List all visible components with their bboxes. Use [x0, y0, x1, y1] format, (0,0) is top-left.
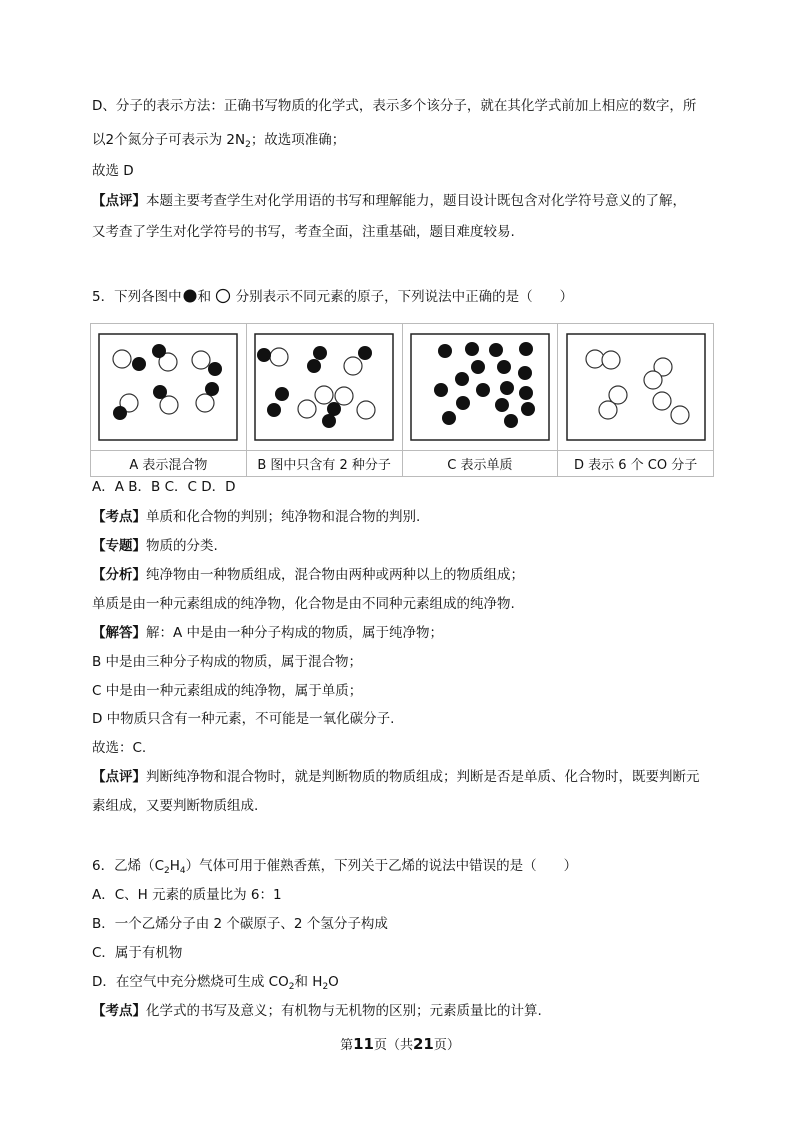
question-6-stem: 6．乙烯$(C_2H_4)$气体可用于催熟香蕉，下列关于乙烯的说法中错误的是（ ） [92, 858, 578, 876]
question-5-options: A．A B．B C．C D．D [92, 479, 236, 495]
page-footer: 第11页（共21页） [340, 1035, 460, 1053]
page-number: 11 [353, 1035, 374, 1053]
fenxi-line2: 单质是由一种元素组成的纯净物，化合物是由不同种元素组成的纯净物. [92, 596, 515, 612]
question-6-option-b: B．一个乙烯分子由 2 个碳原子、2 个氢分子构成 [92, 916, 388, 932]
choose-d: 故选 D [92, 163, 134, 179]
panel-b [246, 324, 402, 451]
comment-2-line2: 素组成，又要判断物质组成. [92, 798, 259, 814]
caption-b: B 图中只含有 2 种分子 [246, 451, 402, 477]
comment-2-line1: 【点评】判断纯净物和混合物时，就是判断物质的物质组成；判断是否是单质、化合物时，既要判断元 [92, 769, 700, 785]
white-atom-icon [215, 288, 231, 304]
caption-d: D 表示 6 个 CO 分子 [558, 451, 714, 477]
panel-d-diagram [566, 333, 706, 441]
jieda-line1: 【解答】解：A 中是由一种分子构成的物质，属于纯净物； [92, 625, 444, 641]
zhuanti-line: 【专题】物质的分类. [92, 538, 218, 554]
comment-1-line1: 【点评】本题主要考查学生对化学用语的书写和理解能力，题目设计既包含对化学符号意义的了解， [92, 193, 686, 209]
choose-c: 故选：C. [92, 740, 147, 756]
question-5-stem: 5．下列各图中 和 分别表示不同元素的原子，下列说法中正确的是（ ） [92, 289, 574, 305]
fenxi-line1: 【分析】纯净物由一种物质组成，混合物由两种或两种以上的物质组成； [92, 567, 524, 583]
black-atom-icon [182, 288, 198, 304]
answer-d-line2: 以2个氮分子可表示为 $2N_2$；故选项准确； [92, 132, 346, 150]
panel-d [558, 324, 714, 451]
page-total: 21 [413, 1035, 434, 1053]
kaodian-line: 【考点】单质和化合物的判别；纯净物和混合物的判别. [92, 509, 421, 525]
question-6-option-a: A．C、H 元素的质量比为 6：1 [92, 887, 282, 903]
panel-a [91, 324, 247, 451]
jieda-line3: C 中是由一种元素组成的纯净物，属于单质； [92, 683, 363, 699]
jieda-line4: D 中物质只含有一种元素，不可能是一氧化碳分子. [92, 711, 395, 727]
question-6-option-c: C．属于有机物 [92, 945, 183, 961]
panel-c-diagram [410, 333, 550, 441]
comment-1-line2: 又考查了学生对化学符号的书写，考查全面，注重基础，题目难度较易. [92, 224, 515, 240]
panel-a-diagram [98, 333, 238, 441]
question-6-option-d: D．在空气中充分燃烧可生成 $CO_2$和 $H_2O$ [92, 974, 339, 992]
jieda-line2: B 中是由三种分子构成的物质，属于混合物； [92, 654, 363, 670]
molecule-figure-table [90, 323, 714, 477]
kaodian-2-line: 【考点】化学式的书写及意义；有机物与无机物的区别；元素质量比的计算. [92, 1003, 542, 1019]
answer-d-line1: D、分子的表示方法：正确书写物质的化学式，表示多个该分子，就在其化学式前加上相应的数字，所 [92, 98, 697, 114]
panel-b-diagram [254, 333, 394, 441]
panel-c [402, 324, 558, 451]
caption-c: C 表示单质 [402, 451, 558, 477]
caption-a: A 表示混合物 [91, 451, 247, 477]
